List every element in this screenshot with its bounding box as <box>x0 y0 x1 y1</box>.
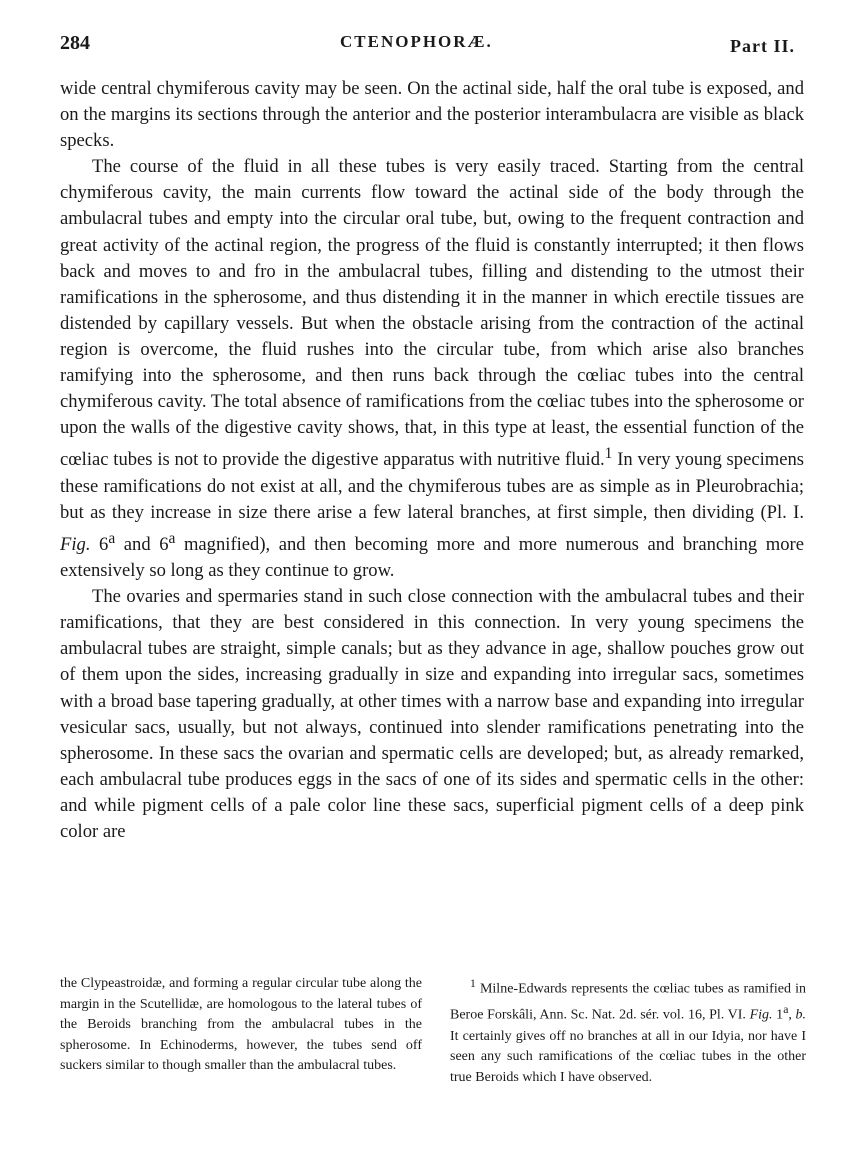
footnote-reference-1: 1 <box>604 445 613 463</box>
footnote-left-text: the Clypeastroidæ, and forming a regular circular tube along the margin in the Scutellidæ, are homologous to the lateral tubes of the Beroids branching from the ambulacral tubes in the spherosome. In Echinoderms, however, the tubes send off suckers similar to though smaller than the ambulacral tubes. <box>60 976 422 1074</box>
superscript-a: a <box>783 1003 789 1017</box>
paragraph-2-part-d: and 6 <box>115 533 169 555</box>
superscript-a: a <box>168 529 176 547</box>
footnote-1-part-a: Milne-Edwards represents the cœliac tubes as ramified in Beroe Forskâli, Ann. Sc. Nat. 2d. sér. vol. 16, Pl. VI. <box>450 981 806 1023</box>
paragraph-2-part-c: 6 <box>90 533 109 555</box>
paragraph-2 <box>60 154 804 584</box>
paragraph-3: The ovaries and spermaries stand in such close connection with the ambulacral tubes and their ramifications, that they are best considered in this connection. In very young specimens the ambulacral tubes are straight, simple canals; but as they advance in age, shallow pouches grow out of them upon the sides, increasing gradually in size and expanding into irregular sacs, sometimes with a broad base tapering gradually, at other times with a narrow base and expanding into irregular vesicular sacs, usually, but not always, continued into slender ramifications penetrating into the spherosome. In these sacs the ovarian and spermatic cells are developed; but, as already remarked, each ambulacral tube produces eggs in the sacs of one of its sides and spermatic cells in the other: and while pigment cells of a pale color line these sacs, superficial pigment cells of a deep pink color are <box>60 586 804 842</box>
footnote-marker: 1 <box>470 977 476 990</box>
footnote-1-part-c: , <box>788 1007 796 1023</box>
paragraph-1: wide central chymiferous cavity may be seen. On the actinal side, half the oral tube is exposed, and on the margins its sections through the anterior and the posterior interambulacra are visible as black specks. <box>60 78 804 152</box>
page-number: 284 <box>60 32 90 54</box>
footnote-1 <box>450 974 806 1088</box>
superscript-a: a <box>108 529 116 547</box>
paragraph-2-part-a: The course of the fluid in all these tubes is very easily traced. Starting from the central chymiferous cavity, the main currents flow toward the actinal side of the body through the ambulacral tubes and empty into the circular oral tube, but, owing to the frequent contraction and great activity of the actinal region, the progress of the fluid is constantly interrupted; it then flows back and moves to and fro in the ambulacral tubes, filling and distending to the utmost their ramifications in the spherosome, and thus distending it in the manner in which erectile tissues are distended by capillary vessels. But when the obstacle arising from the contraction of the actinal region is overcome, the fluid rushes into the circular tube, from which arise also branches ramifying into the spherosome, and then runs back through the cœliac tubes into the central chymiferous cavity. The total absence of ramifications from the cœliac tubes into the spherosome or upon the walls of the digestive cavity shows, that, in this type at least, the essential function of the cœliac tubes is not to provide the digestive apparatus with nutritive fluid. <box>60 156 804 471</box>
footnote-1-part-b: 1 <box>772 1007 784 1023</box>
paragraph-2-part-e: magnified), and then becoming more and more numerous and branching more extensively so long as they continue to grow. <box>60 533 804 582</box>
figure-abbrev: Fig. <box>60 533 91 555</box>
part-label: Part II. <box>730 36 795 56</box>
figure-letter-b: b. <box>795 1007 807 1023</box>
footnote-1-text <box>450 974 806 1088</box>
paragraph-2-part-b: In very young specimens these ramifications do not exist at all, and the chymiferous tubes are as simple as in Pleurobrachia; but as they increase in size there arise a few lateral branches, at first simple, then dividing (Pl. I. <box>60 449 805 523</box>
footnote-1-part-d: It certainly gives off no branches at all in our Idyia, nor have I seen any such ramifications of the cœliac tubes in the other true Beroids which I have observed. <box>450 1028 806 1085</box>
figure-abbrev: Fig. <box>749 1007 773 1023</box>
body-text <box>60 76 804 845</box>
running-title: CTENOPHORÆ. <box>340 32 493 51</box>
footnote-continued <box>60 974 422 1077</box>
